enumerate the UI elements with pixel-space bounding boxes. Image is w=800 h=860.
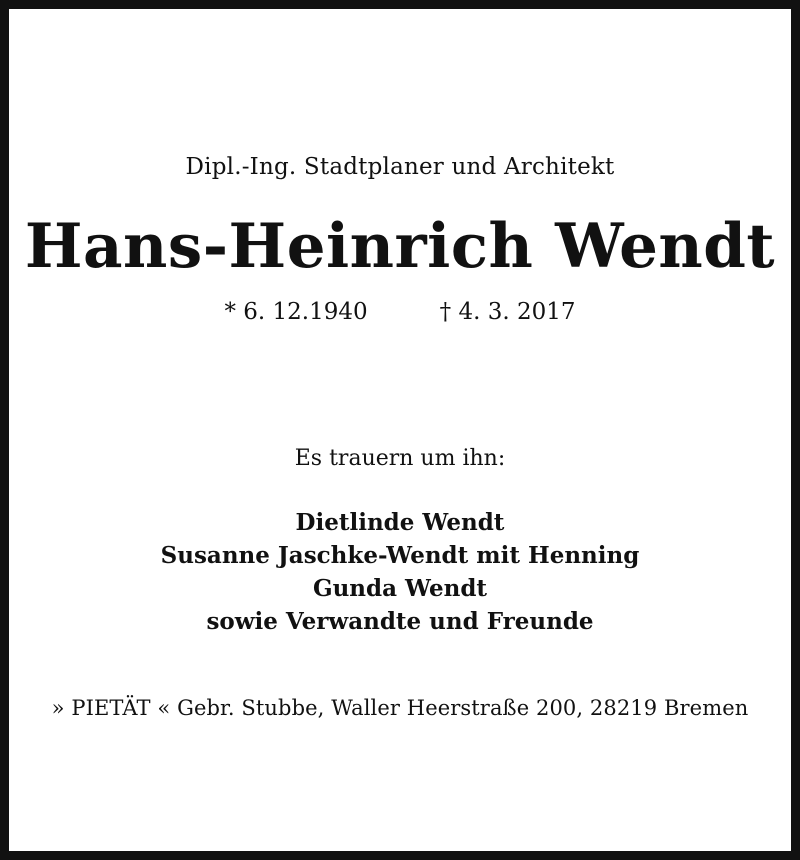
death-date: † 4. 3. 2017 xyxy=(439,299,576,325)
mourner-line: Gunda Wendt xyxy=(312,575,488,602)
undertaker-line: » PIETÄT « Gebr. Stubbe, Waller Heerstraße 200, 28219 Bremen xyxy=(51,696,749,720)
mourning-intro: Es trauern um ihn: xyxy=(294,446,506,471)
profession-line: Dipl.-Ing. Stadtplaner und Architekt xyxy=(185,154,615,180)
mourner-line: Susanne Jaschke-Wendt mit Henning xyxy=(160,542,640,569)
mourner-line: sowie Verwandte und Freunde xyxy=(206,608,594,635)
life-dates xyxy=(9,299,791,325)
mourner-line: Dietlinde Wendt xyxy=(295,509,505,536)
birth-date: * 6. 12.1940 xyxy=(224,299,368,325)
deceased-name: Hans-Heinrich Wendt xyxy=(24,211,776,282)
mourners-list xyxy=(9,506,791,638)
